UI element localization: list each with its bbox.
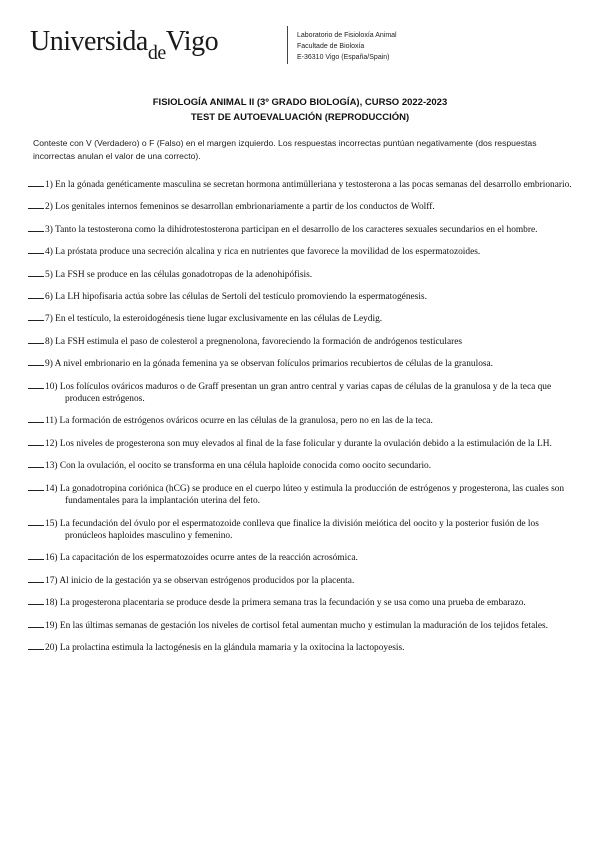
answer-blank[interactable] [28, 178, 44, 187]
question-number: 18) [45, 598, 58, 609]
question-number: 15) [45, 518, 58, 529]
answer-blank[interactable] [28, 357, 44, 366]
question-item [28, 178, 573, 191]
answer-blank[interactable] [28, 437, 44, 446]
question-number: 9) [45, 359, 53, 370]
answer-blank[interactable] [28, 312, 44, 321]
question-item [28, 290, 573, 303]
lab-address [297, 30, 397, 63]
question-text: En la gónada genéticamente masculina se secretan hormona antimülleriana y testosterona a las pocas semanas del desarrollo embrionario. [55, 180, 572, 190]
question-number: 3) [45, 224, 53, 235]
question-item [28, 200, 573, 213]
question-number: 5) [45, 269, 53, 280]
question-number: 14) [45, 483, 58, 494]
question-number: 20) [45, 642, 58, 653]
answer-blank[interactable] [28, 551, 44, 560]
question-item [28, 357, 573, 370]
answer-blank[interactable] [28, 459, 44, 468]
question-number: 13) [45, 461, 58, 472]
question-item [28, 414, 573, 427]
answer-blank[interactable] [28, 200, 44, 209]
question-number: 6) [45, 292, 53, 303]
lab-line: Facultade de Bioloxía [297, 43, 365, 50]
question-item [28, 268, 573, 281]
question-number: 2) [45, 202, 53, 213]
logo-text-vigo: Vigo [165, 26, 219, 57]
question-text: Los niveles de progesterona son muy elevados al final de la fase folicular y durante la ovulación debido a la estimulación de la LH. [59, 438, 552, 449]
question-text: En el testículo, la esteroidogénesis tiene lugar exclusivamente en las células de Leydig. [55, 314, 383, 325]
question-text: En las últimas semanas de gestación los niveles de cortisol fetal aumentan mucho y estimulan la maduración de los tejidos fetales. [59, 620, 548, 631]
question-text: La FSH estimula el paso de colesterol a pregnenolona, favoreciendo la formación de andrógenos testiculares [55, 336, 463, 347]
question-item [28, 245, 573, 258]
answer-blank[interactable] [28, 223, 44, 232]
question-item [28, 641, 573, 654]
answer-blank[interactable] [28, 335, 44, 344]
lab-line: E-36310 Vigo (España/Spain) [297, 54, 390, 61]
question-item [28, 482, 573, 508]
question-text: La capacitación de los espermatozoides ocurre antes de la reacción acrosómica. [59, 553, 358, 564]
question-text: Los genitales internos femeninos se desarrollan embrionariamente a partir de los conductos de Wolff. [55, 202, 435, 213]
question-text: A nivel embrionario en la gónada femenina ya se observan folículos primarios recubiertos de células de la granulosa. [54, 359, 494, 370]
question-item [28, 574, 573, 587]
question-number: 11) [45, 416, 58, 427]
question-item [28, 459, 573, 472]
question-text: Al inicio de la gestación ya se observan estrógenos producidos por la placenta. [59, 575, 355, 586]
document-subtitle: TEST DE AUTOEVALUACIÓN (REPRODUCCIÓN) [190, 112, 410, 123]
question-text: La formación de estrógenos ováricos ocurre en las células de la granulosa, pero no en las de la teca. [59, 416, 433, 427]
answer-blank[interactable] [28, 482, 44, 491]
question-item [28, 335, 573, 348]
question-number: 12) [45, 438, 58, 449]
logo-text-universidad: Universida [30, 26, 148, 57]
question-item [28, 517, 573, 543]
question-text: La progesterona placentaria se produce desde la primera semana tras la fecundación y se usa como una prueba de embarazo. [59, 598, 526, 609]
question-number: 19) [45, 620, 58, 631]
answer-blank[interactable] [28, 641, 44, 650]
question-number: 7) [45, 314, 53, 325]
answer-blank[interactable] [28, 245, 44, 254]
question-item [28, 551, 573, 564]
logo-text-de: de [147, 42, 166, 64]
question-text: Los folículos ováricos maduros o de Graff presentan un gran antro central y varias capas de células de la granulosa y de la teca que producen estrógenos. [59, 381, 552, 405]
question-item [28, 437, 573, 450]
lab-line: Laboratorio de Fisioloxía Animal [297, 32, 397, 39]
university-logo [30, 26, 219, 64]
question-item [28, 619, 573, 632]
question-number: 10) [45, 381, 58, 392]
answer-blank[interactable] [28, 290, 44, 299]
answer-blank[interactable] [28, 380, 44, 389]
question-text: La LH hipofisaria actúa sobre las células de Sertoli del testículo promoviendo la espermatogénesis. [55, 292, 427, 303]
document-title: FISIOLOGÍA ANIMAL II (3º GRADO BIOLOGÍA), CURSO 2022-2023 [152, 97, 448, 108]
answer-blank[interactable] [28, 574, 44, 583]
answer-blank[interactable] [28, 596, 44, 605]
answer-blank[interactable] [28, 517, 44, 526]
question-text: La FSH se produce en las células gonadotropas de la adenohipófisis. [55, 269, 313, 280]
answer-blank[interactable] [28, 268, 44, 277]
question-item [28, 596, 573, 609]
question-item [28, 380, 573, 406]
question-item [28, 223, 573, 236]
question-number: 4) [45, 247, 53, 258]
question-number: 1) [45, 180, 53, 190]
question-number: 17) [45, 575, 58, 586]
question-number: 16) [45, 553, 58, 564]
header-divider [287, 26, 288, 64]
question-text: La próstata produce una secreción alcalina y rica en nutrientes que favorece la movilidad de los espermatozoides. [55, 247, 481, 258]
question-text: Tanto la testosterona como la dihidrotestosterona participan en el desarrollo de los caracteres sexuales secundarios en el hombre. [55, 224, 538, 235]
question-text: La prolactina estimula la lactogénesis en la glándula mamaria y la oxitocina la lactopoyesis. [59, 642, 405, 653]
question-text: La fecundación del óvulo por el espermatozoide conlleva que finalice la división meiótica del oocito y la posterior fusión de los pronúcleos haploides masculino y femenino. [59, 518, 539, 541]
answer-blank[interactable] [28, 414, 44, 423]
question-text: La gonadotropina coriónica (hCG) se produce en el cuerpo lúteo y estimula la producción de estrógenos y progesterona, las cuales son fundamentales para la implantación uterina del feto. [59, 483, 565, 507]
answer-blank[interactable] [28, 619, 44, 628]
question-number: 8) [45, 336, 53, 347]
question-list [28, 178, 573, 663]
instructions: Conteste con V (Verdadero) o F (Falso) en el margen izquierdo. Los respuestas incorrectas puntúan negativamente (dos respuestas incorrectas anulan el valor de una correcto). [33, 138, 537, 161]
question-item [28, 312, 573, 325]
question-text: Con la ovulación, el oocito se transforma en una célula haploide conocida como oocito secundario. [59, 461, 432, 472]
